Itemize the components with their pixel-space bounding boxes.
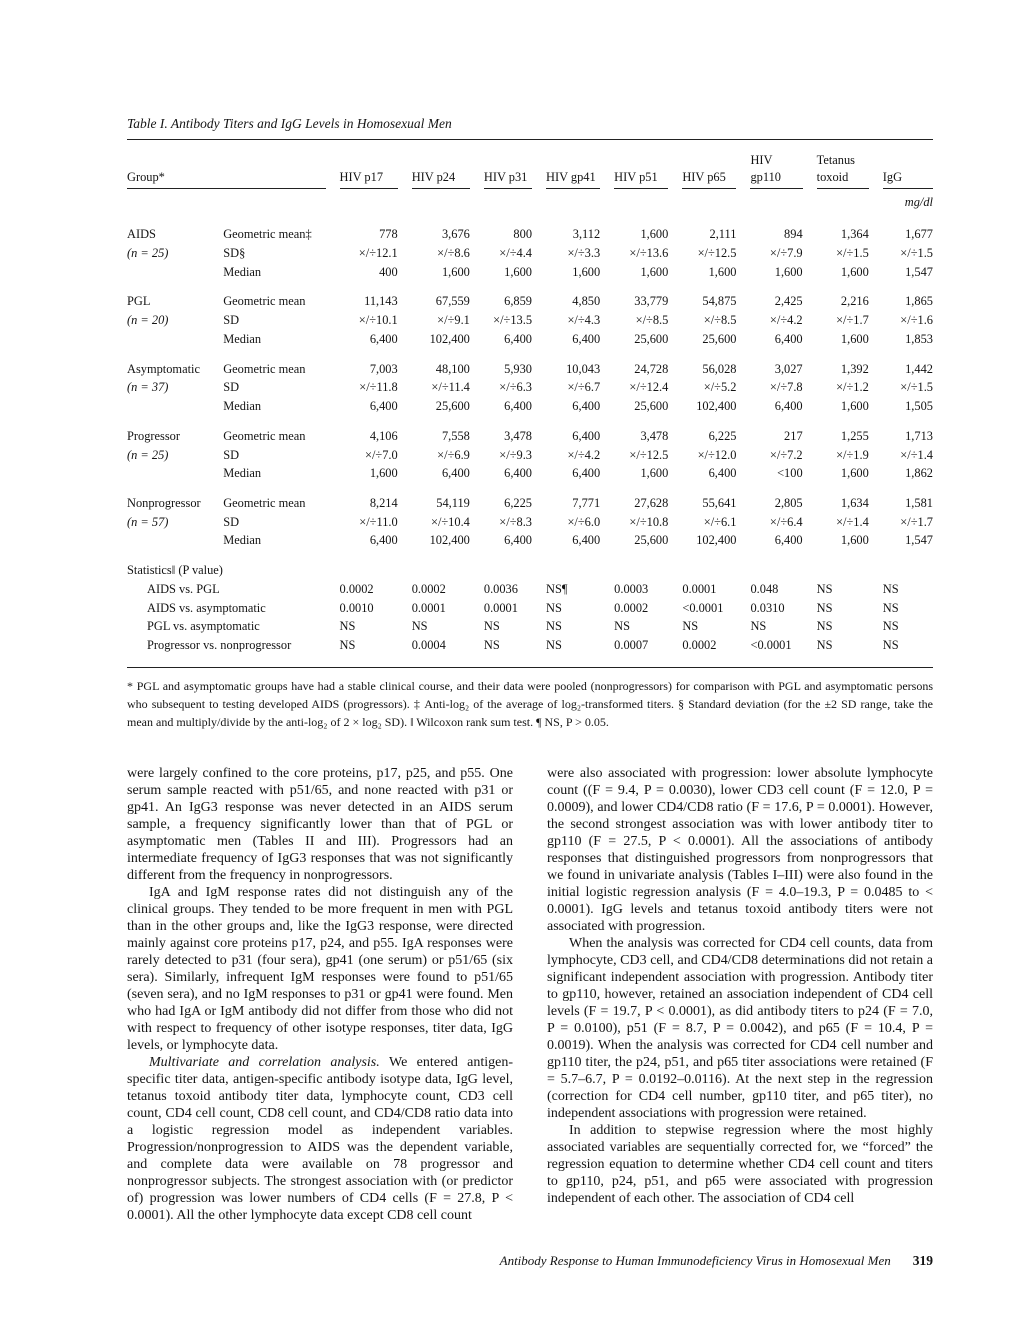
stat-value-cell: 0.0003 [614, 581, 649, 596]
value-cell: 25,600 [634, 331, 669, 346]
stat-value-cell: NS [816, 600, 833, 615]
value-cell: 1,600 [840, 533, 869, 548]
statistics-label-cell: PGL vs. asymptomatic [147, 619, 260, 634]
stat-value-cell: NS [546, 638, 562, 653]
value-cell: ×/÷9.1 [437, 313, 470, 328]
value-cell: ×/÷10.4 [430, 514, 470, 529]
value-cell: 54,875 [702, 294, 737, 309]
value-cell: 6,400 [572, 428, 601, 443]
value-cell: 25,600 [634, 399, 669, 414]
table-row [127, 281, 933, 311]
value-cell: 5,930 [504, 361, 533, 376]
value-cell: 8,214 [369, 496, 398, 511]
value-cell: 1,600 [774, 264, 803, 279]
column-header-label: IgG [883, 169, 933, 190]
column-header-label: HIV p65 [682, 169, 736, 190]
stat-value-cell: NS [750, 619, 767, 634]
value-cell: 1,600 [840, 331, 869, 346]
row-label-cell: Median [223, 264, 262, 279]
group-name-cell: Nonprogressor [127, 496, 201, 511]
value-cell: ×/÷1.5 [900, 245, 933, 260]
value-cell: 1,600 [708, 264, 737, 279]
unit-label: mg/dl [904, 195, 933, 210]
value-cell: 1,442 [905, 361, 933, 376]
row-label-cell: Geometric mean [223, 428, 306, 443]
group-name-cell: (n = 37) [127, 380, 169, 395]
value-cell: ×/÷7.8 [769, 380, 803, 395]
value-cell: ×/÷10.1 [358, 313, 398, 328]
column-header-label: HIV gp41 [546, 169, 600, 190]
value-cell: 3,027 [774, 361, 803, 376]
table-row [127, 378, 933, 397]
stat-value-cell: 0.048 [750, 581, 779, 596]
row-label-cell: Geometric mean [223, 294, 306, 309]
row-label-cell: Geometric mean [223, 496, 306, 511]
value-cell: 1,392 [840, 361, 869, 376]
value-cell: 4,850 [572, 294, 601, 309]
value-cell: 6,400 [774, 399, 803, 414]
value-cell: 217 [784, 428, 803, 443]
value-cell: ×/÷6.4 [769, 514, 803, 529]
stat-value-cell: 0.0001 [411, 600, 446, 615]
value-cell: ×/÷5.2 [703, 380, 737, 395]
value-cell: 6,400 [708, 466, 737, 481]
value-cell: 1,600 [840, 264, 869, 279]
value-cell: 1,600 [640, 227, 669, 242]
value-cell: 55,641 [702, 496, 737, 511]
group-name-cell [127, 263, 223, 282]
value-cell: ×/÷12.5 [697, 245, 737, 260]
group-name-cell: AIDS [127, 227, 156, 242]
value-cell: 56,028 [702, 361, 737, 376]
stat-value-cell: NS [339, 638, 356, 653]
stat-value-cell: <0.0001 [682, 600, 724, 615]
value-cell: 7,771 [572, 496, 601, 511]
unit-spacer [127, 189, 883, 214]
value-cell: 6,400 [504, 399, 533, 414]
table-footnote: * PGL and asymptomatic groups have had a stable clinical course, and their data were pooled (nonprogressors) for comparison with PGL and asymptomatic persons who subsequent to testing developed AIDS (progressors). ‡ Anti-log₂ of the average of log₂-transformed titers. § Standard deviation (for the ±2 SD range, take the mean and multiply/divide by the anti-log₂ of 2 × log₂ SD). ‖ Wilcoxon rank sum test. ¶ NS, P > 0.05. [127, 667, 933, 731]
value-cell: ×/÷6.0 [567, 514, 601, 529]
column-header [817, 140, 883, 190]
column-header-label: HIV p24 [412, 169, 470, 190]
group-name-cell [127, 531, 223, 550]
value-cell: ×/÷6.3 [499, 380, 533, 395]
row-label-cell: Geometric mean [223, 361, 306, 376]
value-cell: ×/÷4.3 [567, 313, 601, 328]
stat-value-cell: 0.0001 [682, 581, 717, 596]
value-cell: 1,364 [840, 227, 869, 242]
table-row [127, 311, 933, 330]
table-row [127, 214, 933, 244]
value-cell: ×/÷11.0 [359, 514, 398, 529]
value-cell: ×/÷4.2 [769, 313, 803, 328]
row-label-cell: Geometric mean‡ [223, 227, 312, 242]
table-row [127, 531, 933, 550]
value-cell: 1,581 [905, 496, 933, 511]
value-cell: 6,400 [369, 331, 398, 346]
value-cell: 54,119 [436, 496, 470, 511]
group-name-cell: (n = 57) [127, 514, 169, 529]
stat-value-cell: NS [483, 619, 500, 634]
column-header-label: Tetanus toxoid [817, 152, 869, 189]
value-cell: ×/÷13.6 [629, 245, 669, 260]
stat-value-cell: NS [339, 619, 356, 634]
value-cell: 6,400 [572, 466, 601, 481]
value-cell: 1,547 [905, 264, 933, 279]
value-cell: ×/÷13.5 [493, 313, 533, 328]
value-cell: 1,600 [840, 399, 869, 414]
row-label-cell: SD [223, 313, 240, 328]
value-cell: 1,600 [640, 264, 669, 279]
value-cell: 24,728 [634, 361, 669, 376]
group-name-cell: (n = 25) [127, 245, 169, 260]
statistics-label-cell: Progressor vs. nonprogressor [147, 638, 292, 653]
group-name-cell: Progressor [127, 428, 180, 443]
stat-value-cell: 0.0310 [750, 600, 785, 615]
stat-value-cell: 0.0036 [483, 581, 518, 596]
value-cell: ×/÷9.3 [499, 447, 533, 462]
value-cell: 1,853 [905, 331, 933, 346]
stat-value-cell: NS [882, 600, 899, 615]
group-name-cell [127, 330, 223, 349]
table-row [127, 397, 933, 416]
column-header-label: HIV p17 [340, 169, 398, 190]
value-cell: ×/÷12.4 [629, 380, 669, 395]
value-cell: ×/÷7.0 [364, 447, 398, 462]
statistics-row [127, 599, 933, 618]
value-cell: ×/÷4.2 [567, 447, 601, 462]
value-cell: 25,600 [634, 533, 669, 548]
value-cell: ×/÷1.6 [900, 313, 933, 328]
value-cell: 1,677 [905, 227, 933, 242]
column-header [484, 140, 546, 190]
group-name-cell: (n = 20) [127, 313, 169, 328]
stat-value-cell: NS [411, 619, 428, 634]
table-row [127, 349, 933, 379]
stat-value-cell: 0.0007 [614, 638, 649, 653]
value-cell: 778 [379, 227, 398, 242]
group-name-cell [127, 464, 223, 483]
value-cell: 3,112 [572, 227, 601, 242]
table-row [127, 416, 933, 446]
value-cell: ×/÷7.2 [769, 447, 803, 462]
value-cell: 1,600 [369, 466, 398, 481]
value-cell: 2,216 [840, 294, 869, 309]
row-label-cell: SD [223, 380, 240, 395]
stat-value-cell: 0.0002 [614, 600, 649, 615]
value-cell: 102,400 [696, 399, 737, 414]
stat-value-cell: NS [614, 619, 631, 634]
running-footer [127, 1252, 933, 1270]
column-header-label: HIV p31 [484, 169, 532, 190]
stat-value-cell: NS [816, 581, 833, 596]
stat-value-cell: NS [882, 619, 899, 634]
row-label-cell: SD [223, 514, 240, 529]
value-cell: ×/÷8.3 [499, 514, 533, 529]
value-cell: 3,478 [640, 428, 669, 443]
value-cell: 2,805 [774, 496, 803, 511]
table-row [127, 464, 933, 483]
table-row [127, 244, 933, 263]
value-cell: 1,255 [840, 428, 869, 443]
statistics-row [127, 636, 933, 655]
group-name-cell [127, 397, 223, 416]
value-cell: ×/÷8.5 [635, 313, 669, 328]
value-cell: 2,111 [709, 227, 737, 242]
table-row [127, 513, 933, 532]
column-header [750, 140, 816, 190]
paragraph-lead-italic: Multivariate and correlation analysis. [149, 1054, 390, 1070]
value-cell: 6,400 [572, 331, 601, 346]
row-label-cell: SD [223, 447, 240, 462]
value-cell: 102,400 [429, 533, 470, 548]
footer-page-number: 319 [912, 1253, 933, 1268]
value-cell: 1,600 [441, 264, 470, 279]
row-label-cell: Median [223, 331, 262, 346]
stat-value-cell: NS [882, 581, 899, 596]
stat-value-cell: 0.0002 [411, 581, 446, 596]
statistics-label-cell: AIDS vs. PGL [147, 581, 220, 596]
group-name-cell: Asymptomatic [127, 361, 200, 376]
value-cell: 1,600 [504, 264, 533, 279]
page-content [127, 116, 933, 1224]
value-cell: 1,862 [905, 466, 933, 481]
stat-value-cell: NS [816, 619, 833, 634]
right-paragraph: When the analysis was corrected for CD4 cell counts, data from lymphocyte, CD3 cell, and CD4/CD8 determinations did not retain a significant independent association with progression. Antibody titer to gp110, however, retained an association independent of CD4 cell levels (F = 19.7, P < 0.0001), as did antibody titers to p24 (F = 7.0, P = 0.0100), p51 (F = 8.7, P = 0.0042), and p65 (F = 10.4, P = 0.0019). When the analysis was corrected for CD4 cell number and gp110 titer, the p24, p51, and p65 titer associations were retained (F = 5.7–6.7, P = 0.0192–0.0116). At the next step in the regression (correction for CD4 cell number, gp110 titer, and p65 titer), no independent associations with progression were retained. [547, 935, 933, 1121]
table-row [127, 446, 933, 465]
value-cell: 6,400 [572, 399, 601, 414]
column-header [127, 140, 340, 190]
value-cell: ×/÷1.7 [900, 514, 933, 529]
stat-value-cell: NS [483, 638, 500, 653]
value-cell: 6,400 [504, 331, 533, 346]
value-cell: 102,400 [696, 533, 737, 548]
row-label-cell: SD§ [223, 245, 246, 260]
value-cell: 4,106 [369, 428, 398, 443]
column-header [340, 140, 412, 190]
value-cell: 25,600 [435, 399, 470, 414]
value-cell: 6,400 [369, 399, 398, 414]
stat-value-cell: 0.0001 [483, 600, 518, 615]
value-cell: ×/÷3.3 [567, 245, 601, 260]
value-cell: ×/÷4.4 [499, 245, 533, 260]
statistics-row [127, 580, 933, 599]
statistics-label-cell: AIDS vs. asymptomatic [147, 600, 266, 615]
footer-running-title: Antibody Response to Human Immunodeficiency Virus in Homosexual Men [499, 1253, 891, 1268]
value-cell: 11,143 [364, 294, 398, 309]
value-cell: 67,559 [435, 294, 470, 309]
header-row [127, 140, 933, 190]
value-cell: 1,713 [905, 428, 933, 443]
antibody-titers-table [127, 139, 933, 655]
statistics-heading-row [127, 550, 933, 580]
table-row [127, 330, 933, 349]
value-cell: ×/÷11.8 [359, 380, 398, 395]
value-cell: 25,600 [702, 331, 737, 346]
table-1-section [127, 116, 933, 731]
left-paragraph: were largely confined to the core proteins, p17, p25, and p55. One serum sample reacted with p51/65, and none reacted with p31 or gp41. An IgG3 response was never detected in an AIDS serum sample, a frequency significantly lower than that of PGL or asymptomatic men (Tables II and III). Progressors had an intermediate frequency of IgG3 responses that was not significantly different from the frequency in nonprogressors. [127, 765, 513, 883]
unit-row [127, 189, 933, 214]
value-cell: 27,628 [634, 496, 669, 511]
left-paragraph: IgA and IgM response rates did not distinguish any of the clinical groups. They tended to be more frequent in men with PGL than in the other groups and, like the IgG3 response, were directed mainly against core proteins p17, p24, and p55. IgA responses were rarely detected to p31 (four sera), gp41 (one serum) or p51/65 (six sera). Similarly, infrequent IgM responses were found to p51/65 (seven sera), and no IgM responses to p31 or gp41 were found. Men who had IgA or IgM antibody did not differ from those who did not with respect to frequency of other isotype responses, titer data, IgG levels, or lymphocyte data. [127, 884, 513, 1053]
value-cell: ×/÷12.5 [629, 447, 669, 462]
table-caption: Table I. Antibody Titers and IgG Levels in Homosexual Men [127, 116, 452, 131]
value-cell: 6,225 [504, 496, 533, 511]
value-cell: 6,400 [572, 533, 601, 548]
value-cell: ×/÷12.0 [697, 447, 737, 462]
column-header [546, 140, 614, 190]
right-paragraph: were also associated with progression: lower absolute lymphocyte count ((F = 9.4, P = 0.0030), lower CD3 cell count (F = 12.0, P = 0.0009), and lower CD4/CD8 ratio (F = 17.6, P = 0.0001). However, the second strongest association was with lower antibody titer to gp110 (F = 27.5, P < 0.0001). All the associations of antibody responses that distinguished progressors from nonprogressors that we found in univariate analysis (Tables I–III) were also found in the initial logistic regression analysis (F = 4.0–19.3, P = 0.0485 to < 0.0001). IgG levels and tetanus toxoid antibody titers were not associated with progression. [547, 765, 933, 934]
value-cell: 48,100 [435, 361, 470, 376]
value-cell: ×/÷1.5 [900, 380, 933, 395]
value-cell: ×/÷1.4 [900, 447, 933, 462]
value-cell: 3,478 [504, 428, 533, 443]
column-header [412, 140, 484, 190]
value-cell: 6,400 [774, 533, 803, 548]
value-cell: 102,400 [429, 331, 470, 346]
left-paragraph: Multivariate and correlation analysis. We entered antigen-specific titer data, antigen-specific antibody isotype data, IgG level, tetanus toxoid antibody titer data, lymphocyte count, CD3 cell count, CD4 cell count, CD8 cell count, and CD4/CD8 ratio data into a logistic regression model as independent variables. Progression/nonprogression to AIDS was the dependent variable, and complete data were available on 78 progressor and nonprogressor subjects. The strongest association with (or predictor of) progression was lower numbers of CD4 cells (F = 27.8, P < 0.0001). All the other lymphocyte data except CD8 cell count [127, 1054, 513, 1223]
value-cell: 1,547 [905, 533, 933, 548]
column-header [614, 140, 682, 190]
value-cell: 6,859 [504, 294, 533, 309]
column-header-label: Group* [127, 169, 326, 190]
value-cell: ×/÷1.7 [836, 313, 869, 328]
group-name-cell: PGL [127, 294, 151, 309]
statistics-row [127, 617, 933, 636]
value-cell: 2,425 [774, 294, 803, 309]
stat-value-cell: <0.0001 [750, 638, 792, 653]
value-cell: 6,225 [708, 428, 737, 443]
value-cell: 6,400 [774, 331, 803, 346]
value-cell: 800 [513, 227, 533, 242]
stat-value-cell: 0.0002 [339, 581, 374, 596]
right-paragraph: In addition to stepwise regression where the most highly associated variables are sequentially corrected for, we “forced” the regression equation to determine whether CD4 cell count and titers to gp110, p24, p51, and p65 were associated with progression independent of each other. The association of CD4 cell [547, 1122, 933, 1206]
value-cell: 7,003 [369, 361, 398, 376]
value-cell: 1,634 [840, 496, 869, 511]
value-cell: 894 [784, 227, 803, 242]
statistics-heading: Statistics‖ (P value) [127, 563, 223, 578]
value-cell: ×/÷8.5 [703, 313, 737, 328]
value-cell: 33,779 [634, 294, 669, 309]
value-cell: ×/÷1.4 [836, 514, 869, 529]
value-cell: ×/÷1.9 [836, 447, 869, 462]
stat-value-cell: NS [546, 600, 562, 615]
row-label-cell: Median [223, 466, 262, 481]
value-cell: 400 [379, 264, 398, 279]
stat-value-cell: NS [682, 619, 699, 634]
value-cell: 1,600 [572, 264, 601, 279]
stat-value-cell: NS [546, 619, 562, 634]
value-cell: ×/÷7.9 [769, 245, 803, 260]
stat-value-cell: NS¶ [546, 581, 568, 596]
stat-value-cell: 0.0010 [339, 600, 374, 615]
value-cell: 1,505 [905, 399, 933, 414]
left-column [127, 765, 513, 1224]
stat-value-cell: NS [816, 638, 833, 653]
column-header [682, 140, 750, 190]
right-column [547, 765, 933, 1224]
table-header [127, 140, 933, 215]
stat-value-cell: NS [882, 638, 899, 653]
value-cell: 1,600 [640, 466, 669, 481]
row-label-cell: Median [223, 399, 262, 414]
value-cell: 1,600 [840, 466, 869, 481]
column-header-label: HIV p51 [614, 169, 668, 190]
value-cell: ×/÷1.5 [836, 245, 869, 260]
value-cell: 10,043 [566, 361, 601, 376]
value-cell: ×/÷10.8 [629, 514, 669, 529]
value-cell: ×/÷11.4 [431, 380, 470, 395]
value-cell: ×/÷6.1 [703, 514, 737, 529]
value-cell: 1,865 [905, 294, 933, 309]
value-cell: <100 [777, 466, 803, 481]
group-name-cell: (n = 25) [127, 447, 169, 462]
table-body [127, 214, 933, 655]
value-cell: 6,400 [441, 466, 470, 481]
stat-value-cell: 0.0004 [411, 638, 446, 653]
row-label-cell: Median [223, 533, 262, 548]
article-body [127, 765, 933, 1224]
column-header [883, 140, 933, 190]
table-row [127, 263, 933, 282]
column-header-label: HIV gp110 [750, 152, 802, 189]
value-cell: ×/÷6.7 [567, 380, 601, 395]
value-cell: 6,400 [504, 533, 533, 548]
value-cell: 6,400 [369, 533, 398, 548]
table-row [127, 483, 933, 513]
value-cell: 6,400 [504, 466, 533, 481]
value-cell: ×/÷1.2 [836, 380, 869, 395]
value-cell: ×/÷8.6 [437, 245, 470, 260]
value-cell: 7,558 [441, 428, 470, 443]
value-cell: 3,676 [441, 227, 470, 242]
stat-value-cell: 0.0002 [682, 638, 717, 653]
value-cell: ×/÷6.9 [437, 447, 470, 462]
value-cell: ×/÷12.1 [358, 245, 398, 260]
